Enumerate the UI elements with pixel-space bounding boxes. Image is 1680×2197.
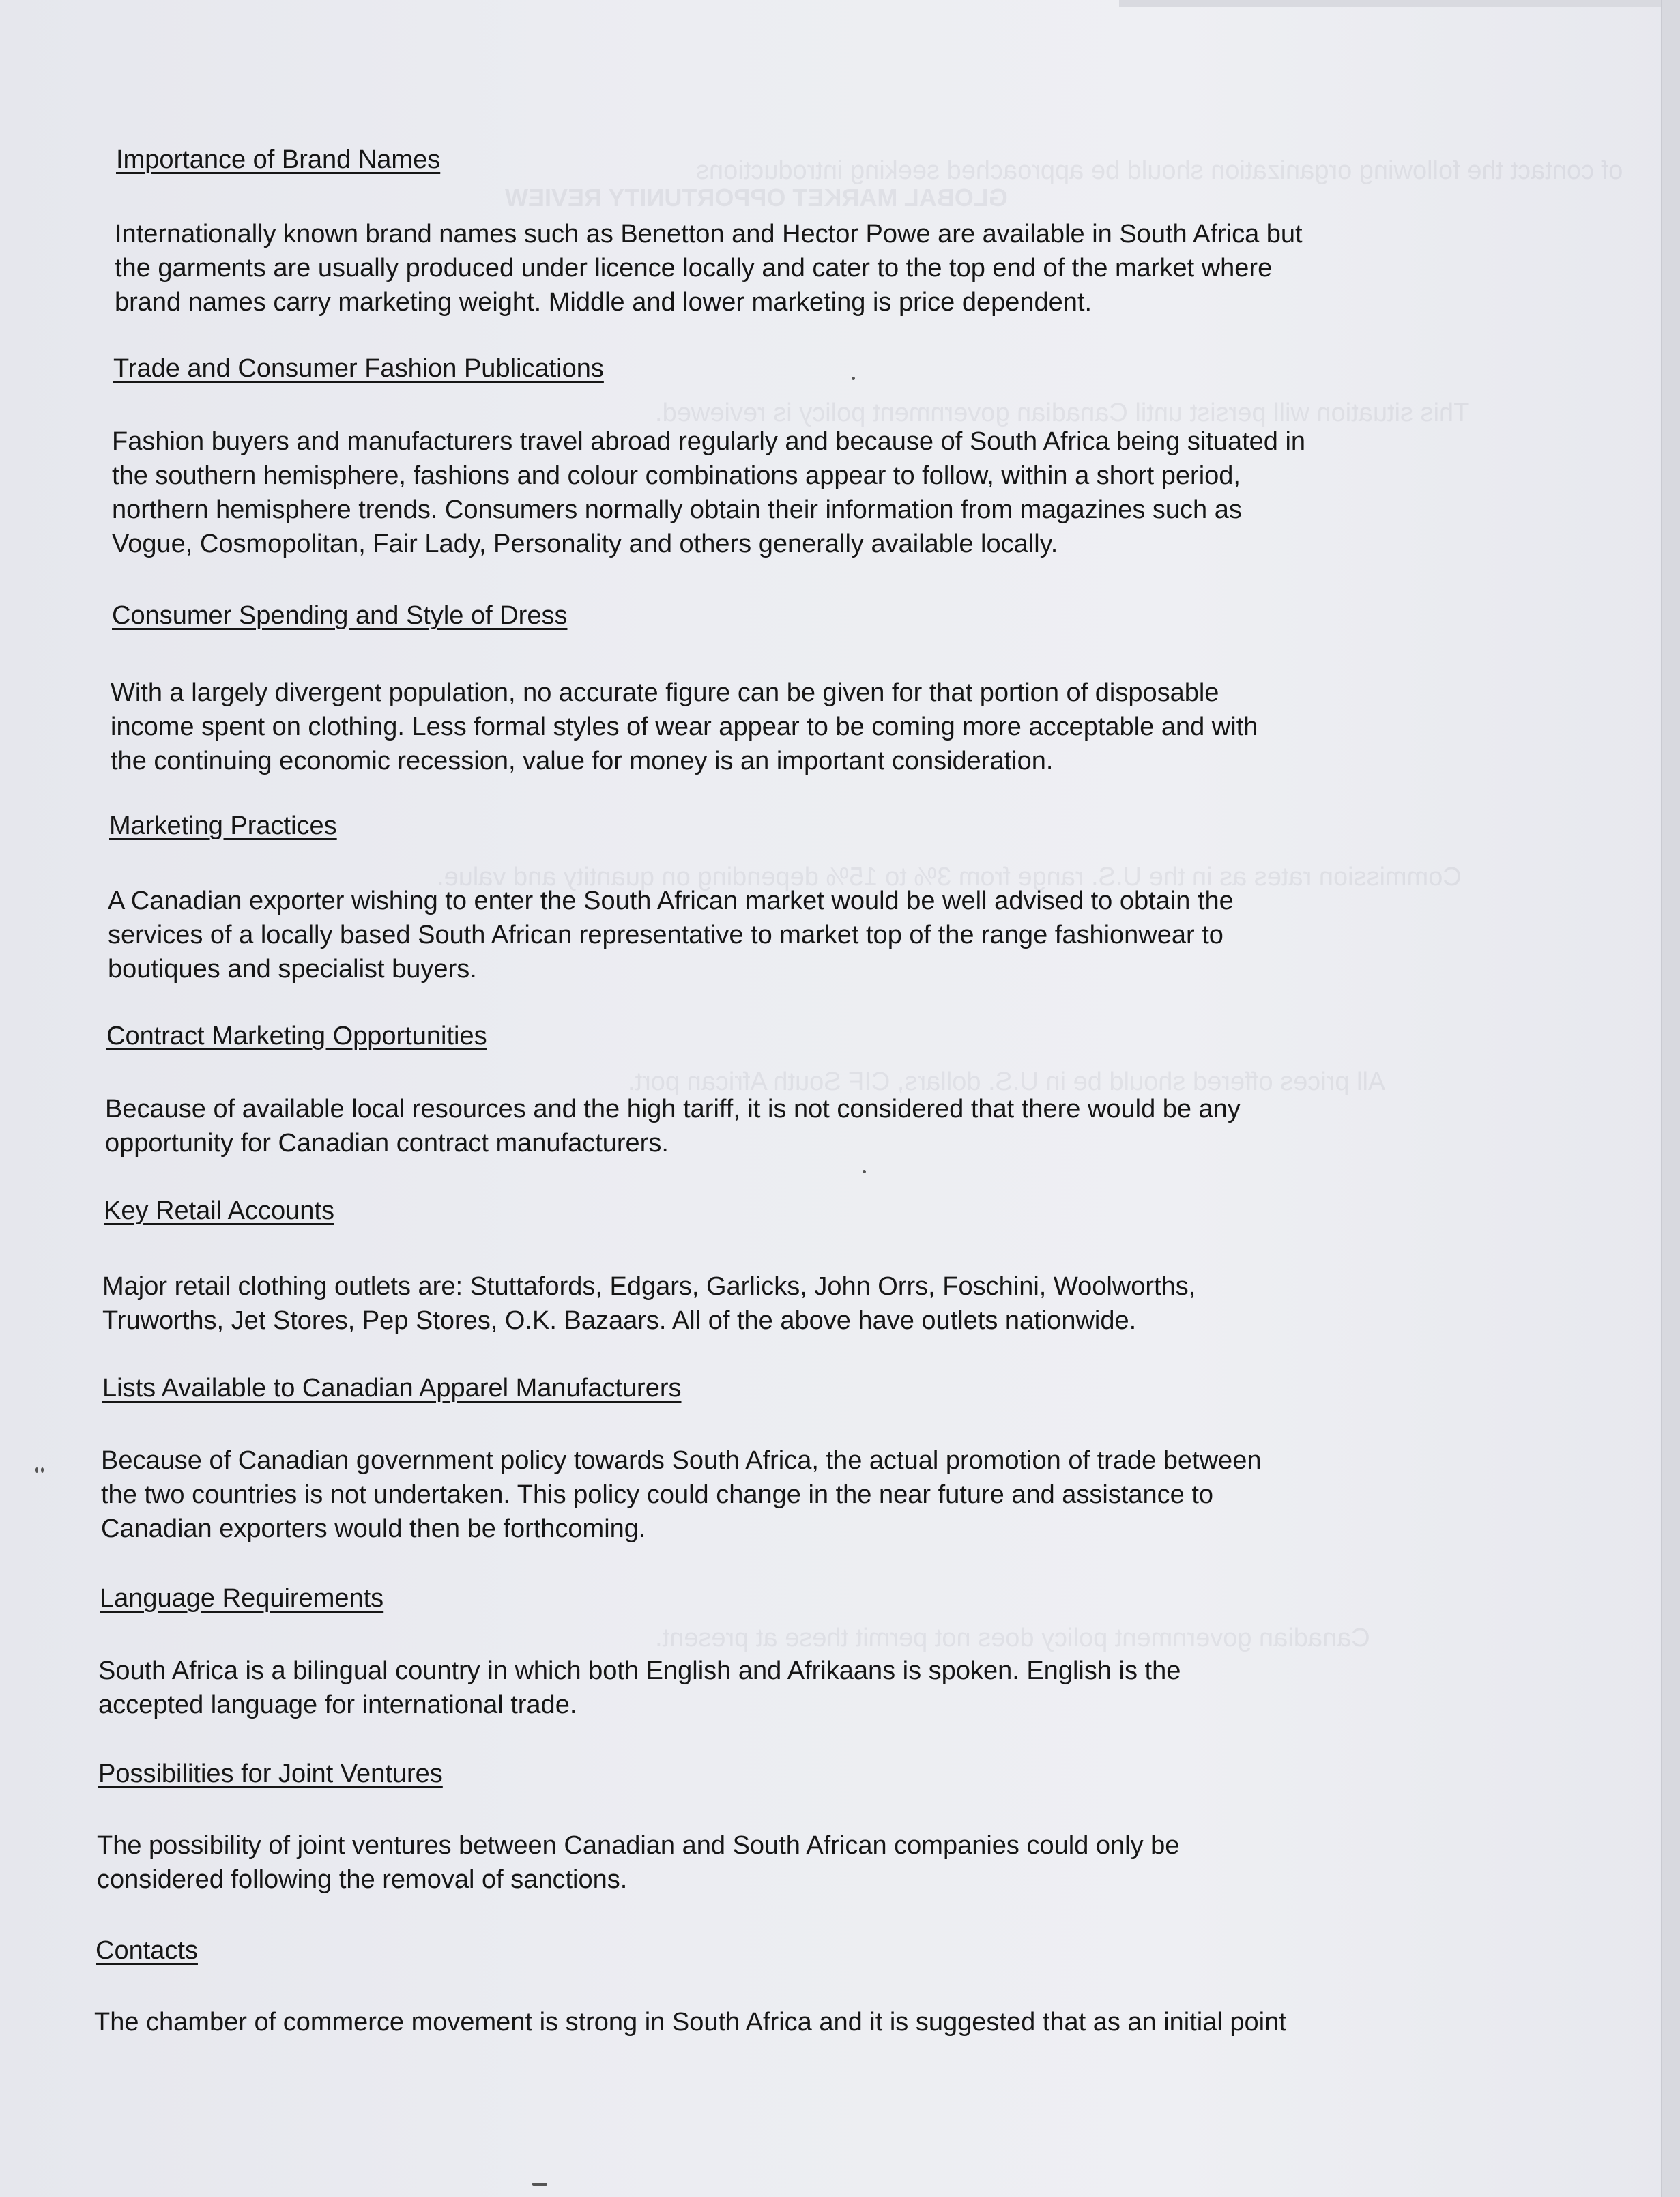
section-heading-joint-ventures: Possibilities for Joint Ventures	[98, 1760, 443, 1788]
scan-speck	[532, 2183, 547, 2186]
bleed-through-line: of contact the following organization should be approached seeking introductions	[696, 156, 1623, 185]
scan-speck	[41, 1467, 44, 1473]
section-body-consumer-spending: With a largely divergent population, no accurate figure can be given for that portion of disposable income spent on clothing. Less formal styles of wear appear to be coming more acceptable and with the continuing economic recession, value for money is an important consideration.	[111, 678, 1258, 775]
section-body-contacts: The chamber of commerce movement is strong in South Africa and it is suggested that as an initial point	[94, 2008, 1286, 2037]
bleed-through-line: GLOBAL MARKET OPPORTUNITY REVIEW	[505, 184, 1008, 212]
section-body-key-retail-accounts: Major retail clothing outlets are: Stuttafords, Edgars, Garlicks, John Orrs, Foschini, Woolworths, Truworths, Jet Stores, Pep Stores, O.K. Bazaars. All of the above have outlets nationwide.	[102, 1272, 1196, 1335]
bleed-through-line: This situation will persist until Canadian government policy is reviewed.	[655, 399, 1470, 427]
section-heading-brand-names: Importance of Brand Names	[116, 145, 441, 174]
section-body-marketing-practices: A Canadian exporter wishing to enter the South African market would be well advised to obtain the services of a locally based South African representative to market top of the range fashionwear to boutiques and specialist buyers.	[108, 887, 1234, 983]
section-body-language-requirements: South Africa is a bilingual country in which both English and Afrikaans is spoken. English is the accepted language for international trade.	[98, 1656, 1181, 1719]
section-heading-language-requirements: Language Requirements	[100, 1584, 384, 1613]
scan-speck	[852, 377, 855, 380]
section-body-fashion-publications: Fashion buyers and manufacturers travel abroad regularly and because of South Africa being situated in the southern hemisphere, fashions and colour combinations appear to follow, within a short period, northern hemisphere trends. Consumers normally obtain their information from magazines such as Vogue, Cosmopolitan, Fair Lady, Personality and others generally available locally.	[112, 427, 1306, 558]
bleed-through-line: Canadian government policy does not permit these at present.	[655, 1624, 1370, 1652]
section-heading-key-retail-accounts: Key Retail Accounts	[104, 1196, 334, 1225]
section-heading-contacts: Contacts	[96, 1936, 198, 1965]
section-heading-fashion-publications: Trade and Consumer Fashion Publications	[113, 354, 604, 383]
section-body-brand-names: Internationally known brand names such as Benetton and Hector Powe are available in South Africa but the garments are usually produced under licence locally and cater to the top end of the market where brand names carry marketing weight. Middle and lower marketing is price dependent.	[115, 220, 1303, 317]
bleed-through-line: All prices offered should be in U.S. dollars, CIF South African port.	[628, 1067, 1386, 1096]
section-body-contract-marketing: Because of available local resources and the high tariff, it is not considered that there would be any opportunity for Canadian contract manufacturers.	[105, 1095, 1241, 1158]
section-heading-consumer-spending: Consumer Spending and Style of Dress	[112, 601, 568, 630]
section-body-lists-available: Because of Canadian government policy towards South Africa, the actual promotion of trade between the two countries is not undertaken. This policy could change in the near future and assistance to Canadian exporters would then be forthcoming.	[101, 1446, 1262, 1543]
section-body-joint-ventures: The possibility of joint ventures between Canadian and South African companies could only be considered following the removal of sanctions.	[97, 1831, 1180, 1894]
bleed-through-line: Commission rates as in the U.S. range from 3% to 15% depending on quantity and value.	[437, 863, 1462, 891]
section-heading-contract-marketing: Contract Marketing Opportunities	[106, 1022, 487, 1050]
section-heading-marketing-practices: Marketing Practices	[109, 812, 337, 840]
scan-speck	[35, 1467, 38, 1473]
section-heading-lists-available: Lists Available to Canadian Apparel Manufacturers	[102, 1374, 682, 1403]
scan-speck	[863, 1170, 866, 1173]
